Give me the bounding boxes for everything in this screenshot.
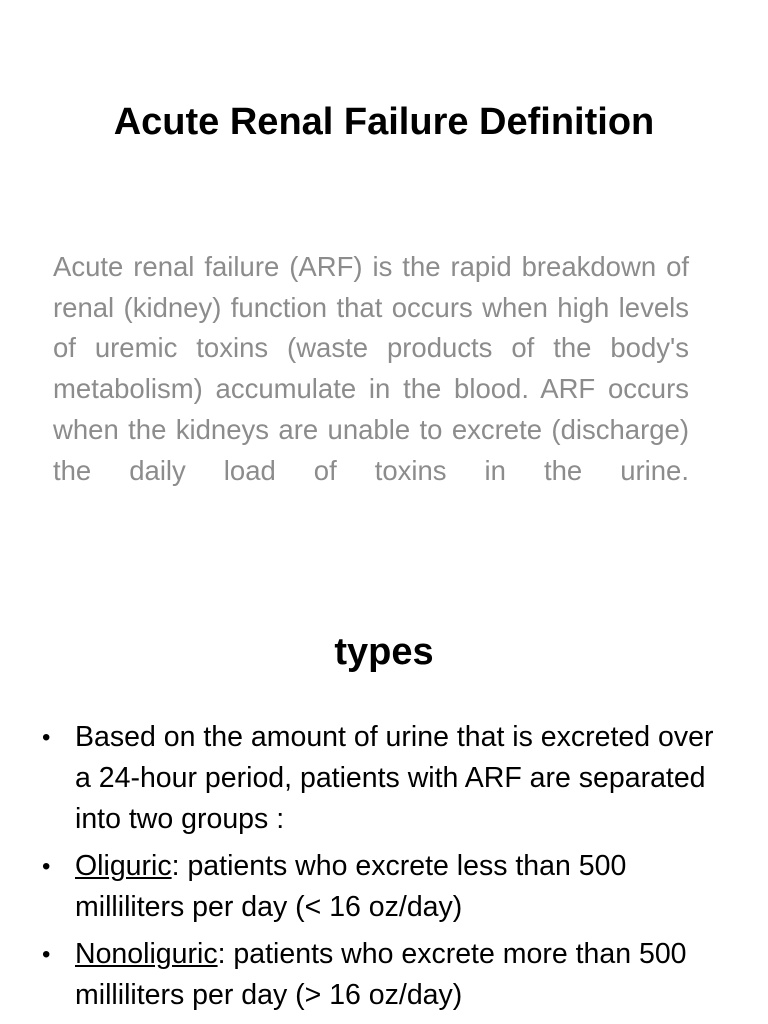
bullet-icon: •	[42, 724, 51, 751]
term-nonoliguric: Nonoliguric	[75, 938, 218, 970]
types-title: types	[334, 631, 434, 673]
bullet-icon: •	[42, 853, 51, 880]
types-bullet-list	[40, 717, 730, 1022]
slide-title: Acute Renal Failure Definition	[113, 101, 655, 143]
term-oliguric: Oliguric	[75, 850, 172, 882]
slide-types	[0, 580, 768, 1024]
bullet-item-oliguric	[40, 846, 730, 928]
bullet-item-groups	[40, 717, 730, 840]
bullet-text: Based on the amount of urine that is excreted over a 24-hour period, patients with ARF are separated into two groups :	[75, 721, 714, 835]
bullet-item-nonoliguric	[40, 934, 730, 1016]
bullet-text: : patients who excrete less than 500 milliliters per day (< 16 oz/day)	[75, 850, 627, 923]
definition-paragraph: Acute renal failure (ARF) is the rapid breakdown of renal (kidney) function that occurs when high levels of uremic toxins (waste products of the body's metabolism) accumulate in the blood. ARF occurs when the kidneys are unable to excrete (discharge) the daily load of toxins in the urine.	[53, 251, 689, 486]
bullet-text: : patients who excrete more than 500 milliliters per day (> 16 oz/day)	[75, 938, 687, 1011]
bullet-icon: •	[42, 941, 51, 968]
